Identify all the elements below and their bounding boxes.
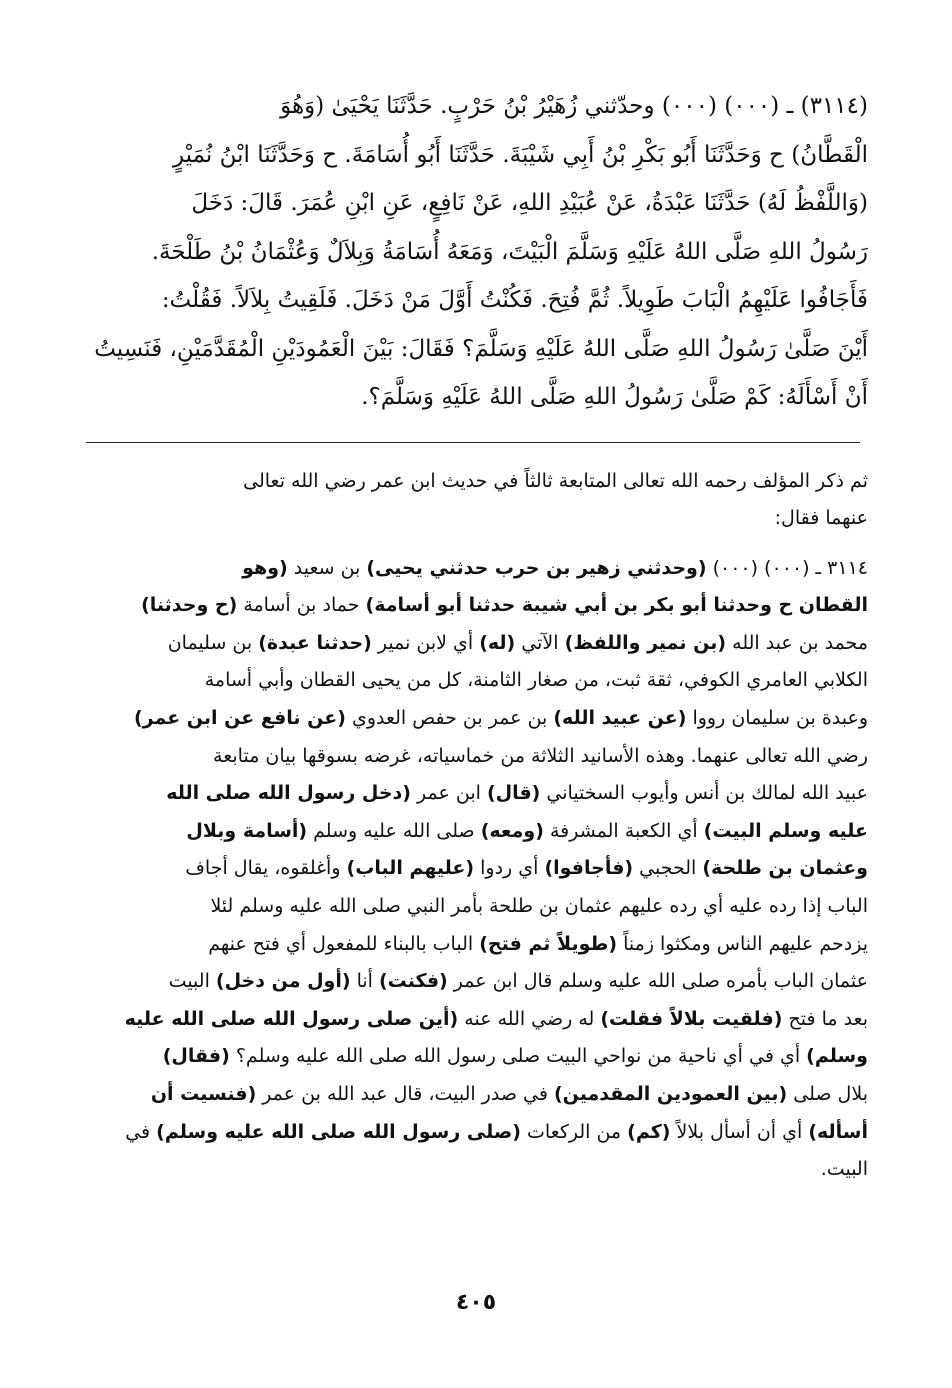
- quoted-hadith-text: (بن نمير واللفظ): [564, 631, 727, 654]
- commentary-line: [84, 775, 868, 813]
- quoted-hadith-text: (أسامة وبلال: [186, 819, 308, 842]
- commentary-text: الباب إذا رده عليه أي رده عليهم عثمان بن طلحة بأمر النبي صلى الله عليه وسلم لئلا: [210, 895, 868, 918]
- quoted-hadith-text: (ومعه): [480, 819, 544, 842]
- quoted-hadith-text: (أول من دخل): [215, 970, 351, 993]
- hadith-line: (وَاللَّفْظُ لَهُ) حَدَّثَنَا عَبْدَةُ، عَنْ عُبَيْدِ اللهِ، عَنْ نَافِعٍ، عَنِ ابْنِ عُمَرَ. قَالَ: دَخَلَ: [191, 190, 868, 216]
- commentary-text: الآتي: [515, 631, 565, 654]
- section-divider: [86, 442, 860, 443]
- commentary-text: الحجبي: [633, 857, 703, 880]
- commentary-line: [84, 850, 868, 888]
- commentary-text: البيت.: [820, 1158, 868, 1181]
- commentary-text: أي أن أسأل بلالاً: [670, 1120, 809, 1143]
- commentary-line: [84, 888, 868, 926]
- commentary-text: أي لابن نمير: [371, 631, 480, 654]
- commentary-line: [84, 1076, 868, 1114]
- commentary-text: الكلابي العامري الكوفي، ثقة ثبت، من صغار الثامنة، كل من يحيى القطان وأبي أسامة: [204, 669, 868, 692]
- commentary-body: [84, 550, 868, 1189]
- intro-line: عنهما فقال:: [774, 507, 868, 530]
- commentary-text: بن سليمان: [167, 631, 259, 654]
- page-number: ٤٠٥: [455, 1290, 497, 1315]
- commentary-text: وأغلقوه، يقال أجاف: [185, 857, 347, 880]
- commentary-text: عثمان الباب بأمره صلى الله عليه وسلم قال ابن عمر: [447, 970, 868, 993]
- commentary-line: [84, 1114, 868, 1152]
- commentary-text: بعد ما فتح: [782, 1007, 868, 1030]
- hadith-line: الْقَطَّانُ) ح وَحَدَّثَنَا أَبُو بَكْرِ بْنُ أَبِي شَيْبَةَ. حَدَّثَنَا أَبُو أُسَامَةَ. ح وَحَدَّثَنَا ابْنُ نُمَيْرٍ: [172, 141, 868, 168]
- page-content: [84, 82, 868, 1189]
- commentary-text: في: [125, 1120, 157, 1143]
- commentary-line: [84, 550, 868, 588]
- commentary-text: رضي الله تعالى عنهما. وهذه الأسانيد الثلاثة من خماسياته، غرضه بسوقها بيان متابعة: [213, 744, 868, 767]
- commentary-line: [84, 662, 868, 700]
- commentary-text: في صدر البيت، قال عبد الله بن عمر: [256, 1083, 554, 1105]
- commentary-text: من الركعات: [520, 1120, 628, 1143]
- commentary-text: صلى الله عليه وسلم: [307, 819, 481, 842]
- commentary-line: [84, 625, 868, 663]
- quoted-hadith-text: (عن عبيد الله): [553, 707, 687, 730]
- quoted-hadith-text: وسلم): [806, 1045, 868, 1068]
- intro-line: ثم ذكر المؤلف رحمه الله تعالى المتابعة ثالثاً في حديث ابن عمر رضي الله تعالى: [243, 469, 868, 492]
- commentary-text: بن عمر بن حفص العدوي: [345, 707, 554, 730]
- quoted-hadith-text: وعثمان بن طلحة): [702, 857, 868, 880]
- commentary-text: أي ردوا: [474, 857, 545, 880]
- hadith-line: أَنْ أَسْأَلَهُ: كَمْ صَلَّىٰ رَسُولُ اللهِ صَلَّى اللهُ عَلَيْهِ وَسَلَّمَ؟.: [361, 384, 868, 410]
- commentary-line: [84, 813, 868, 851]
- commentary-line: [84, 1038, 868, 1076]
- commentary-text: أي في أي ناحية من نواحي البيت صلى رسول الله صلى الله عليه وسلم؟: [229, 1045, 807, 1068]
- commentary-text: البيت: [168, 970, 216, 993]
- commentary-line: [84, 1001, 868, 1039]
- commentary-line: [84, 738, 868, 776]
- quoted-hadith-text: (دخل رسول الله صلى الله: [166, 782, 411, 805]
- commentary-text: بلال صلى: [787, 1083, 868, 1105]
- commentary-text: ٣١١٤ ـ (٠٠٠) (٠٠٠): [706, 556, 868, 579]
- commentary-text: ابن عمر: [410, 782, 487, 805]
- quoted-hadith-text: أسأله): [808, 1120, 868, 1143]
- commentary-line: [84, 1151, 868, 1189]
- hadith-line: فَأَجَافُوا عَلَيْهِمُ الْبَابَ طَوِيلاً. ثُمَّ فُتِحَ. فَكُنْتُ أَوَّلَ مَنْ دَخَلَ. فَلَقِيتُ بِلاَلاً. فَقُلْتُ:: [161, 287, 868, 313]
- commentary-line: [84, 963, 868, 1001]
- quoted-hadith-text: (صلى رسول الله صلى الله عليه وسلم): [156, 1120, 521, 1143]
- quoted-hadith-text: (وهو: [242, 556, 288, 579]
- quoted-hadith-text: (بين العمودين المقدمين): [553, 1083, 788, 1105]
- quoted-hadith-text: (فكنت): [379, 970, 448, 993]
- commentary-text: له رضي الله عنه: [458, 1007, 601, 1030]
- quoted-hadith-text: (حدثنا عبدة): [258, 631, 372, 654]
- hadith-line: رَسُولُ اللهِ صَلَّى اللهُ عَلَيْهِ وَسَلَّمَ الْبَيْتَ، وَمَعَهُ أُسَامَةُ وَبِلاَلٌ وَعُثْمَانُ بْنُ طَلْحَةَ.: [151, 238, 868, 265]
- hadith-line: أَيْنَ صَلَّىٰ رَسُولُ اللهِ صَلَّى اللهُ عَلَيْهِ وَسَلَّمَ؟ فَقَالَ: بَيْنَ الْعَمُودَيْنِ الْمُقَدَّمَيْنِ، فَنَسِيتُ: [94, 335, 868, 362]
- quoted-hadith-text: (أين صلى رسول الله صلى الله عليه: [124, 1007, 459, 1030]
- quoted-hadith-text: (عليهم الباب): [346, 857, 475, 880]
- hadith-text: [84, 82, 868, 422]
- commentary-line: [84, 700, 868, 738]
- hadith-line: (٣١١٤) ـ (٠٠٠) (٠٠٠) وحدّثني زُهَيْرُ بْنُ حَرْبٍ. حَدَّثَنَا يَحْيَىٰ (وَهُوَ: [280, 93, 868, 119]
- quoted-hadith-text: (فنسيت أن: [150, 1083, 257, 1105]
- commentary-text: أي الكعبة المشرفة: [543, 819, 704, 842]
- quoted-hadith-text: (طويلاً ثم فتح): [479, 932, 618, 955]
- quoted-hadith-text: (وحدثني زهير بن حرب حدثني يحيى): [366, 556, 707, 579]
- commentary: [84, 463, 868, 1189]
- quoted-hadith-text: (فلقيت بلالاً فقلت): [600, 1007, 783, 1030]
- quoted-hadith-text: (فقال): [162, 1045, 230, 1068]
- commentary-text: محمد بن عبد الله: [726, 631, 868, 654]
- quoted-hadith-text: (كم): [627, 1120, 671, 1143]
- commentary-line: [84, 926, 868, 964]
- commentary-text: وعبدة بن سليمان رووا: [686, 707, 868, 730]
- commentary-text: بن سعيد: [287, 556, 367, 579]
- quoted-hadith-text: (فأجافوا): [544, 857, 634, 880]
- commentary-text: أنا: [350, 970, 379, 993]
- commentary-text: عبيد الله لمالك بن أنس وأيوب السختياني: [540, 782, 868, 805]
- commentary-text: يزدحم عليهم الناس ومكثوا زمناً: [617, 932, 868, 955]
- quoted-hadith-text: القطان ح وحدثنا أبو بكر بن أبي شيبة حدثنا أبو أسامة): [365, 594, 868, 617]
- commentary-text: الباب بالبناء للمفعول أي فتح عنهم: [208, 932, 480, 955]
- commentary-text: حماد بن أسامة: [237, 594, 366, 617]
- quoted-hadith-text: (عن نافع عن ابن عمر): [133, 707, 346, 730]
- commentary-line: [84, 587, 868, 625]
- quoted-hadith-text: (ح وحدثنا): [141, 594, 238, 617]
- quoted-hadith-text: عليه وسلم البيت): [703, 819, 868, 842]
- commentary-intro: [84, 463, 868, 538]
- quoted-hadith-text: (له): [479, 631, 516, 654]
- quoted-hadith-text: (قال): [486, 782, 541, 805]
